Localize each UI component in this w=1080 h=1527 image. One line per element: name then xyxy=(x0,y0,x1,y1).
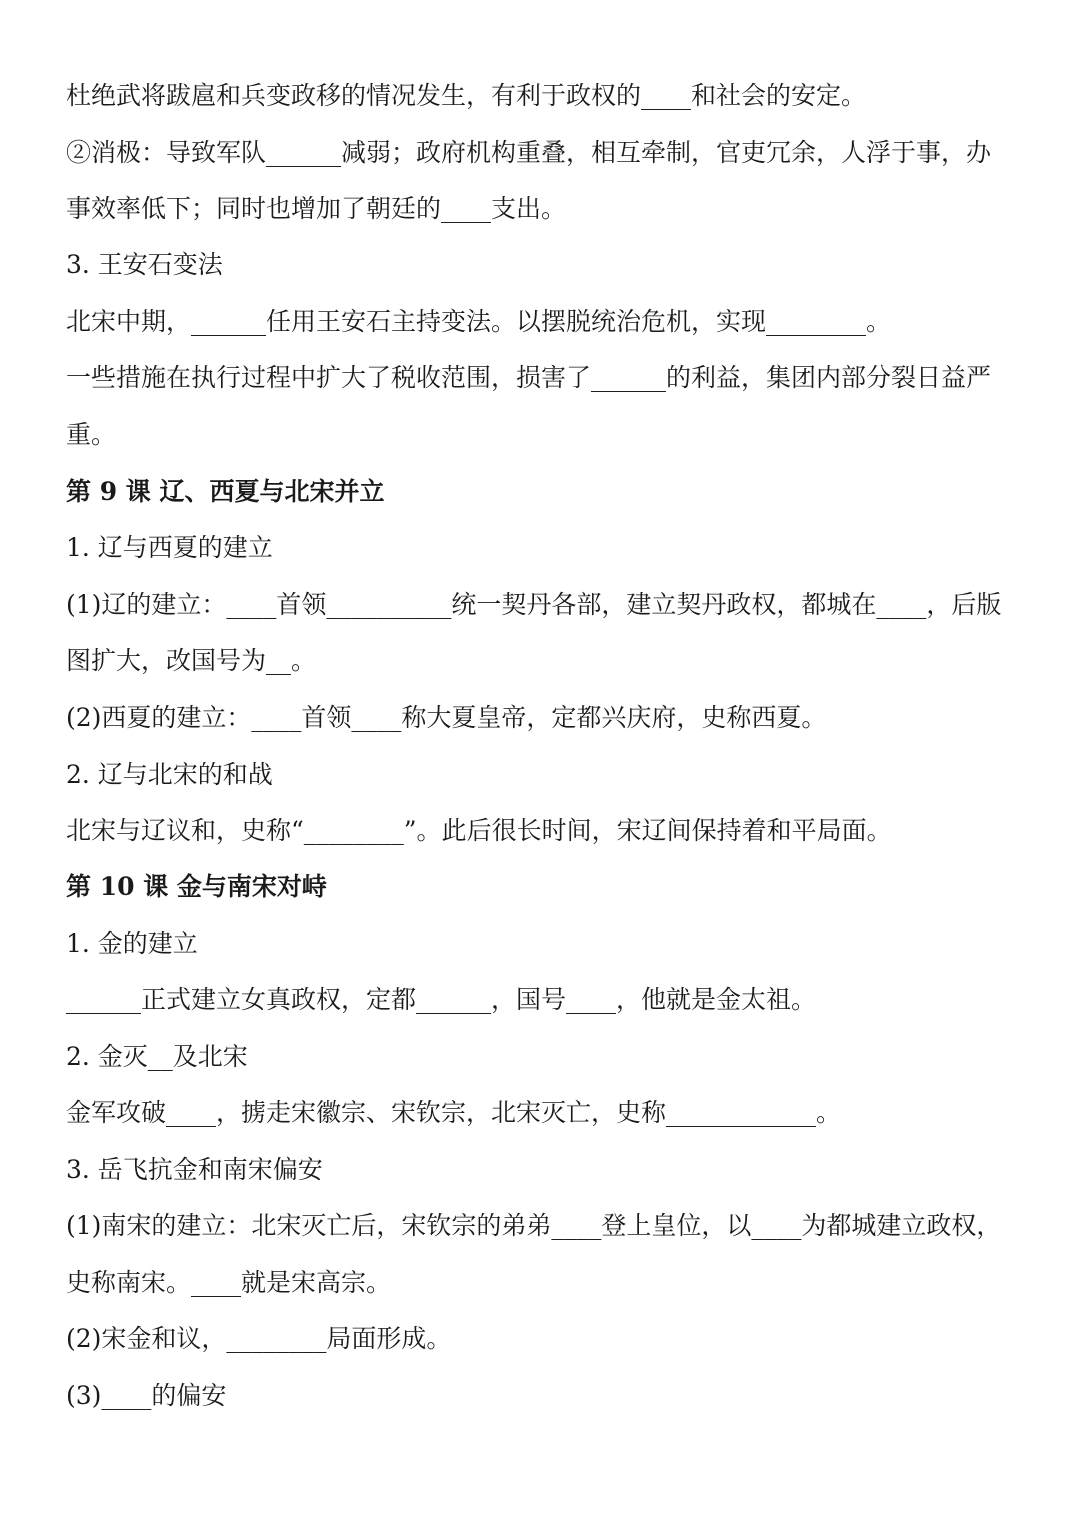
text-line: (2)西夏的建立：____首领____称大夏皇帝，定都兴庆府，史称西夏。 xyxy=(66,703,827,732)
text-line: (1)南宋的建立：北宋灭亡后，宋钦宗的弟弟____登上皇位，以____为都城建立政权， xyxy=(66,1211,1002,1240)
section-heading: 1. 金的建立 xyxy=(66,929,198,958)
text-line: (2)宋金和议，________局面形成。 xyxy=(66,1324,452,1353)
lesson-title: 第 10 课 金与南宋对峙 xyxy=(66,872,327,901)
section-heading: 3. 岳飞抗金和南宋偏安 xyxy=(66,1155,323,1184)
text-line: 杜绝武将跋扈和兵变政移的情况发生，有利于政权的____和社会的安定。 xyxy=(66,81,867,110)
text-line: 图扩大，改国号为__。 xyxy=(66,646,317,675)
section-heading: 3. 王安石变法 xyxy=(66,250,223,279)
text-line: 史称南宋。____就是宋高宗。 xyxy=(66,1268,392,1297)
text-line: 重。 xyxy=(66,420,117,449)
text-line: 北宋中期，______任用王安石主持变法。以摆脱统治危机，实现________。 xyxy=(66,307,892,336)
section-heading: 2. 金灭__及北宋 xyxy=(66,1042,248,1071)
text-line: 事效率低下；同时也增加了朝廷的____支出。 xyxy=(66,194,567,223)
text-line: (1)辽的建立：____首领__________统一契丹各部，建立契丹政权，都城在____，后版 xyxy=(66,590,1002,619)
section-heading: 2. 辽与北宋的和战 xyxy=(66,760,273,789)
text-line: 一些措施在执行过程中扩大了税收范围，损害了______的利益，集团内部分裂日益严 xyxy=(66,363,992,392)
text-line: 金军攻破____，掳走宋徽宗、宋钦宗，北宋灭亡，史称____________。 xyxy=(66,1098,842,1127)
text-line: ②消极：导致军队______减弱；政府机构重叠，相互牵制，官吏冗余，人浮于事，办 xyxy=(66,138,992,167)
lesson-title: 第 9 课 辽、西夏与北宋并立 xyxy=(66,477,385,506)
section-heading: 1. 辽与西夏的建立 xyxy=(66,533,273,562)
text-line: ______正式建立女真政权，定都______，国号____，他就是金太祖。 xyxy=(66,985,817,1014)
text-line: (3)____的偏安 xyxy=(66,1381,227,1410)
text-line: 北宋与辽议和，史称“________”。此后很长时间，宋辽间保持着和平局面。 xyxy=(66,816,892,845)
